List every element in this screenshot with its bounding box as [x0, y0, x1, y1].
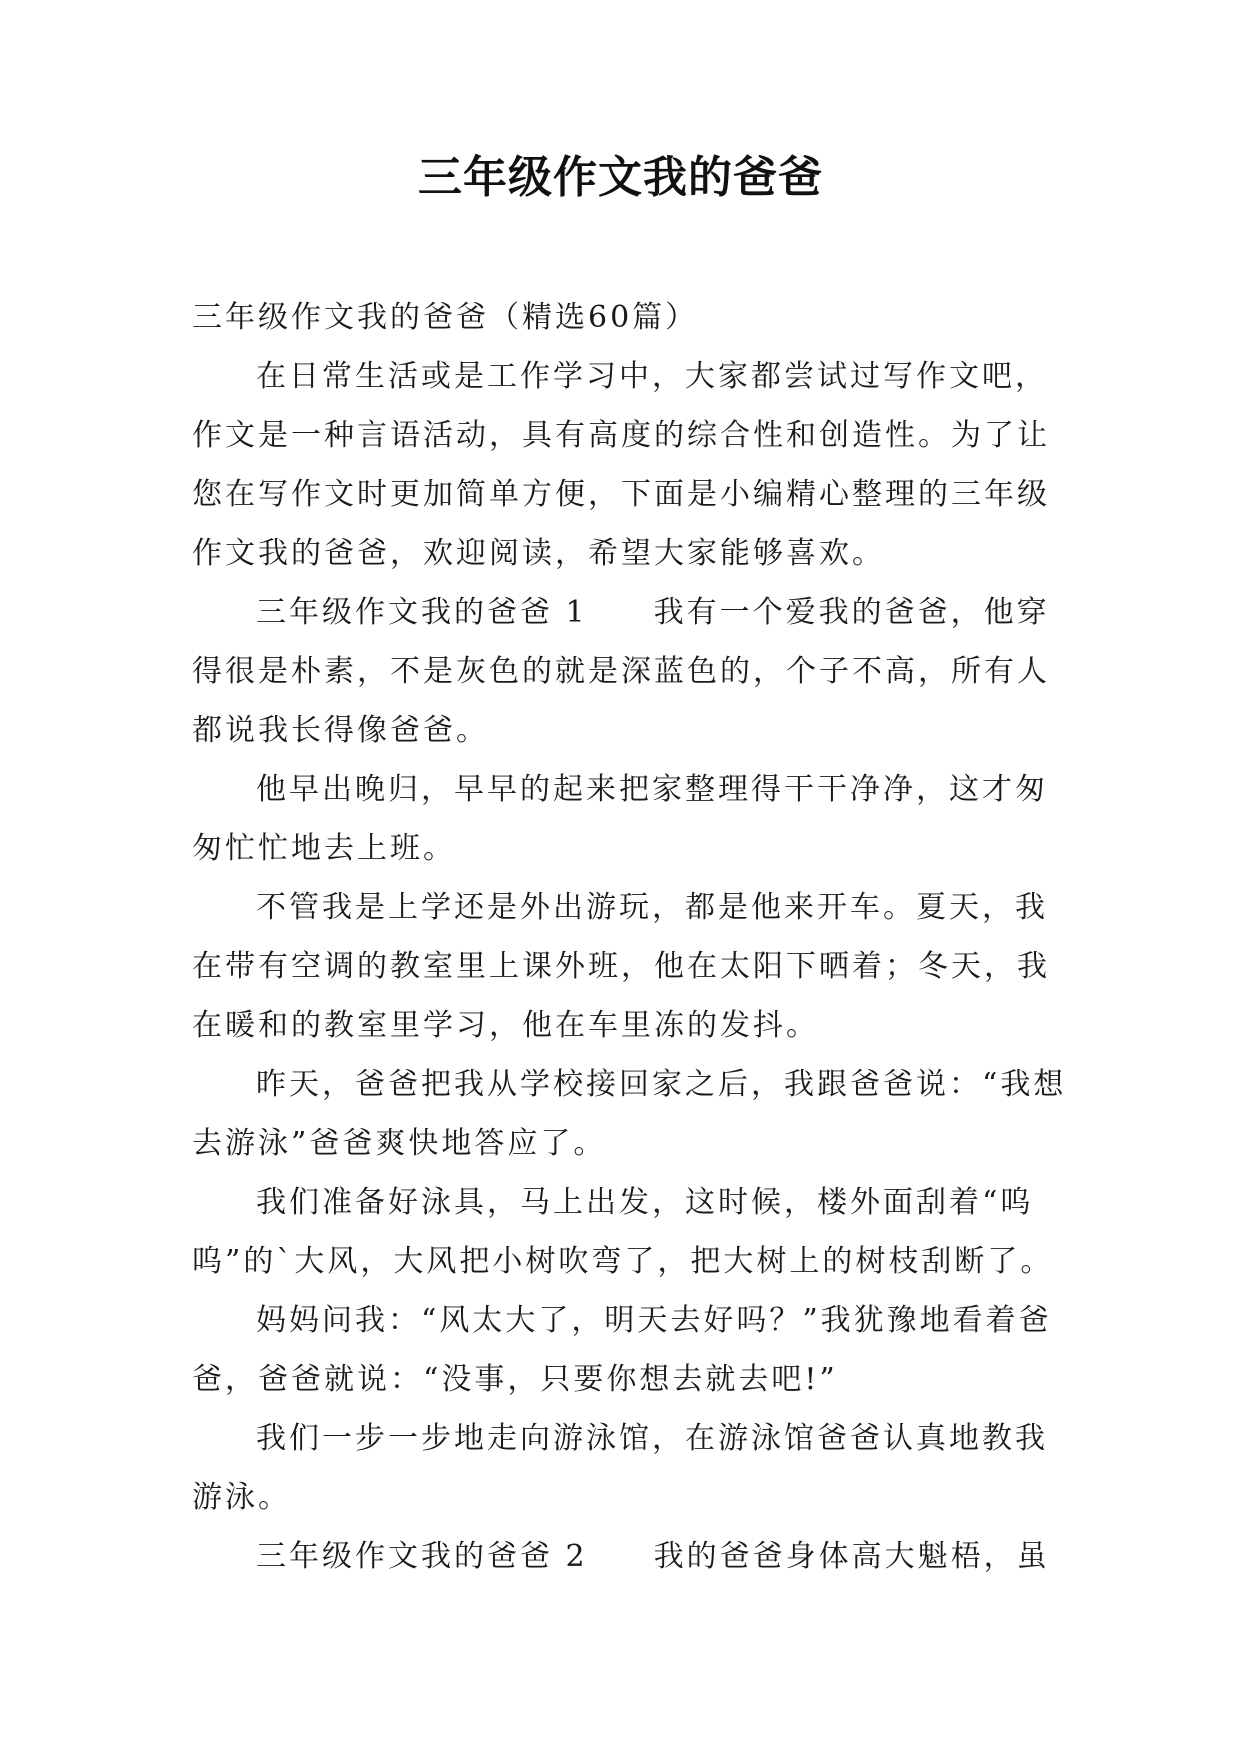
intro-paragraph: 在日常生活或是工作学习中，大家都尝试过写作文吧，作文是一种言语活动，具有高度的综合性和创造性。为了让您在写作文时更加简单方便，下面是小编精心整理的三年级作文我的爸爸，欢迎阅读，希望大家能够喜欢。 — [192, 359, 1050, 571]
document-body — [192, 288, 1072, 1586]
essay-2-opening — [192, 1527, 1072, 1586]
paragraph: 妈妈问我：“风太大了，明天去好吗？”我犹豫地看着爸爸，爸爸就说：“没事，只要你想去就去吧!” — [192, 1303, 1052, 1397]
paragraph: 不管我是上学还是外出游玩，都是他来开车。夏天，我在带有空调的教室里上课外班，他在太阳下晒着；冬天，我在暖和的教室里学习，他在车里冻的发抖。 — [192, 890, 1050, 1043]
document-title: 三年级作文我的爸爸 — [418, 152, 823, 203]
paragraph: 我们一步一步地走向游泳馆，在游泳馆爸爸认真地教我游泳。 — [192, 1421, 1048, 1515]
paragraph: 我们准备好泳具，马上出发，这时候，楼外面刮着“呜呜”的`大风，大风把小树吹弯了，把大树上的树枝刮断了。 — [192, 1185, 1054, 1279]
essay-1-first-paragraph: 我有一个爱我的爸爸，他穿得很是朴素，不是灰色的就是深蓝色的，个子不高，所有人都说我长得像爸爸。 — [192, 595, 1050, 748]
essay-2-first-paragraph: 我的爸爸身体高大魁梧，虽 — [653, 1539, 1050, 1574]
essay-1-heading: 三年级作文我的爸爸 1 — [256, 595, 588, 630]
paragraph: 他早出晚归，早早的起来把家整理得干干净净，这才匆匆忙忙地去上班。 — [192, 772, 1048, 866]
essay-1-opening — [192, 583, 1072, 760]
paragraph: 昨天，爸爸把我从学校接回家之后，我跟爸爸说：“我想去游泳”爸爸爽快地答应了。 — [192, 1067, 1067, 1161]
document-subtitle: 三年级作文我的爸爸（精选60篇） — [192, 300, 699, 335]
essay-2-heading: 三年级作文我的爸爸 2 — [256, 1539, 588, 1574]
